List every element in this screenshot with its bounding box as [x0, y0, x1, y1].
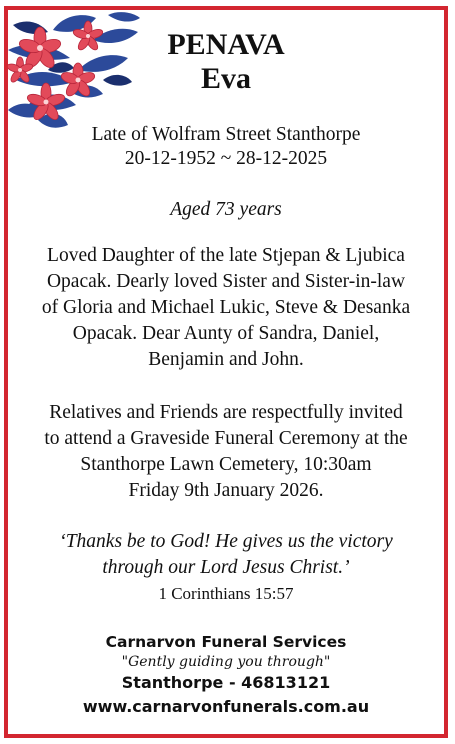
life-dates: 20-12-1952 ~ 28-12-2025	[124, 148, 328, 169]
funeral-line: to attend a Graveside Funeral Ceremony at the	[44, 428, 408, 449]
quote-line: through our Lord Jesus Christ.’	[102, 557, 350, 578]
family-line: Opacak. Dear Aunty of Sandra, Daniel,	[72, 323, 380, 344]
family-paragraph	[16, 243, 436, 373]
funeral-director-name: Carnarvon Funeral Services	[105, 633, 347, 651]
family-line: Opacak. Dearly loved Sister and Sister-in-law	[46, 271, 406, 292]
scripture-citation: 1 Corinthians 15:57	[158, 584, 294, 603]
family-line: of Gloria and Michael Lukic, Steve & Desanka	[41, 297, 411, 318]
notice-frame	[4, 6, 448, 738]
deceased-given-name: Eva	[200, 62, 251, 95]
age-line: Aged 73 years	[170, 199, 282, 220]
deceased-surname: PENAVA	[167, 28, 285, 61]
funeral-line: Relatives and Friends are respectfully invited	[49, 402, 403, 423]
funeral-director-tagline: "Gently guiding you through"	[121, 654, 331, 670]
residence-and-dates	[8, 123, 444, 171]
scripture-quote	[8, 529, 444, 581]
funeral-line: Stanthorpe Lawn Cemetery, 10:30am	[80, 454, 372, 475]
family-line: Benjamin and John.	[148, 349, 304, 370]
funeral-director-phone: Stanthorpe - 46813121	[121, 673, 331, 692]
funeral-line: Friday 9th January 2026.	[128, 480, 324, 501]
quote-line: ‘Thanks be to God! He gives us the victory	[59, 531, 393, 552]
residence-line: Late of Wolfram Street Stanthorpe	[91, 124, 361, 145]
family-line: Loved Daughter of the late Stjepan & Ljubica	[47, 245, 405, 266]
funeral-director-website: www.carnarvonfunerals.com.au	[82, 697, 370, 716]
funeral-details-paragraph	[16, 400, 436, 504]
